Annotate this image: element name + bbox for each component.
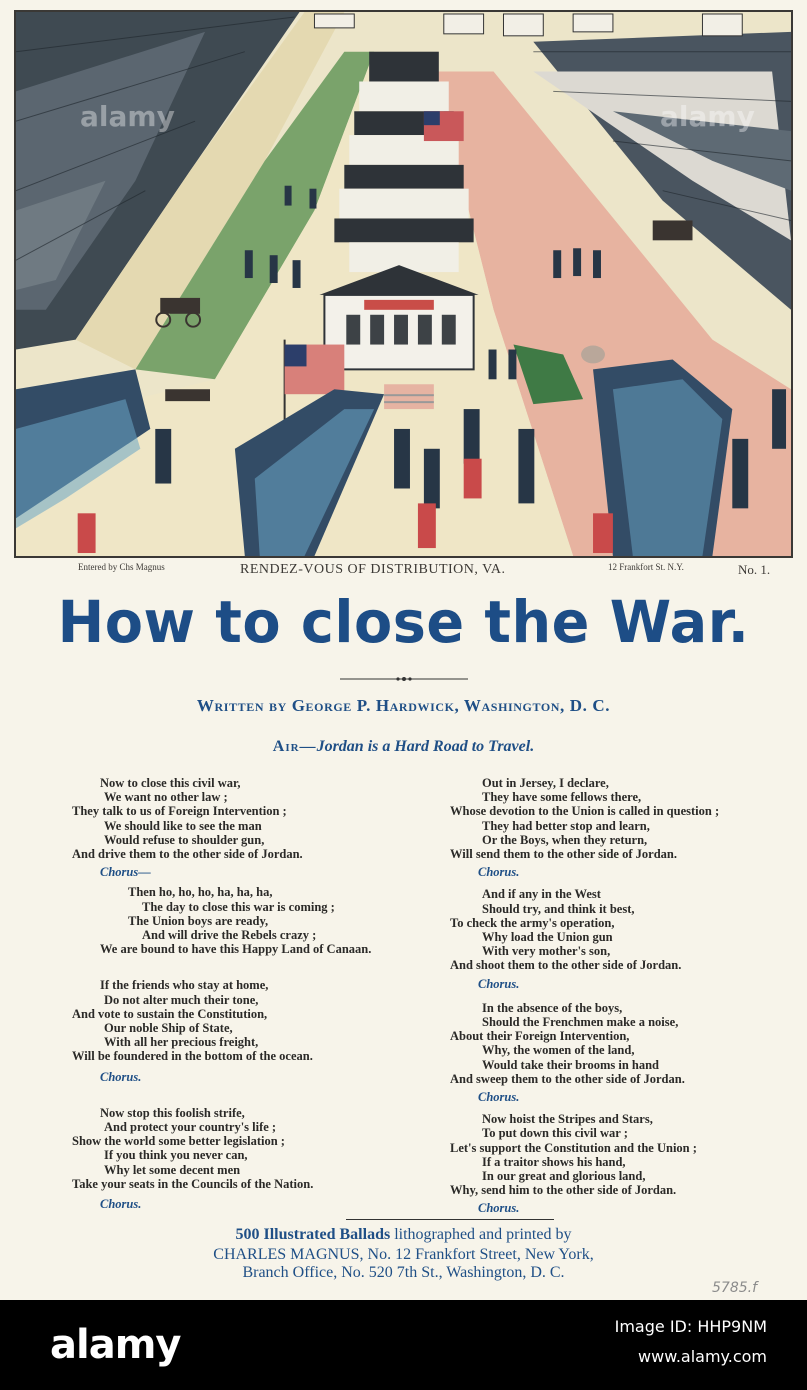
verse-line: And will drive the Rebels crazy ;	[142, 928, 317, 942]
illustration-caption-row	[70, 562, 800, 580]
verse-line: Now to close this civil war,	[100, 776, 241, 790]
verse-line: Show the world some better legislation ;	[72, 1134, 285, 1149]
watermark-text: alamy	[80, 100, 175, 133]
verse-line: Will be foundered in the bottom of the ocean.	[72, 1049, 313, 1064]
verse-line: And vote to sustain the Constitution,	[72, 1006, 268, 1021]
air-label: Air—	[272, 738, 317, 755]
verse-line: We want no other law ;	[104, 790, 228, 805]
verse-line: If the friends who stay at home,	[100, 978, 269, 993]
verse-line: The Union boys are ready,	[128, 913, 269, 928]
chorus-label: Chorus.	[478, 1201, 520, 1216]
ballad-title: How to close the War.	[57, 588, 750, 656]
chorus-label: Chorus—	[100, 865, 151, 880]
verse-line: And drive them to the other side of Jordan.	[72, 847, 303, 861]
chorus-label: Chorus.	[100, 1069, 142, 1084]
image-id: Image ID: HHP9NM	[614, 1317, 767, 1336]
author-line: Written by George P. Hardwick, Washington, D. C.	[196, 696, 611, 715]
verse-line: With all her precious freight,	[104, 1035, 259, 1050]
verse-line: We should like to see the man	[104, 818, 262, 833]
verse-line: The day to close this war is coming ;	[142, 899, 335, 914]
illustration-drawing	[16, 12, 791, 556]
watermark-overlay	[0, 100, 807, 140]
publisher-credit: Entered by Chs Magnus	[78, 562, 165, 572]
footer-ballads: 500 Illustrated Ballads	[235, 1226, 391, 1243]
footer-rule	[346, 1219, 554, 1220]
verse-line: To check the army's operation,	[450, 915, 615, 930]
verse-line: Let's support the Constitution and the Union ;	[450, 1140, 697, 1155]
pencil-catalog-note: 5785.f	[712, 1280, 758, 1296]
chorus-label: Chorus.	[100, 1197, 142, 1211]
footer-line-3: Branch Office, No. 520 7th St., Washington, D. C.	[242, 1264, 565, 1281]
publisher-address: 12 Frankfort St. N.Y.	[608, 562, 684, 572]
alamy-logo: alamy	[50, 1322, 181, 1368]
verse-line: Why, send him to the other side of Jordan.	[450, 1183, 677, 1198]
verse-line: And sweep them to the other side of Jordan.	[450, 1071, 685, 1086]
footer-printed-by: lithographed and printed by	[390, 1226, 572, 1243]
verse-line: Do not alter much their tone,	[104, 992, 259, 1007]
footer-line-1	[0, 1226, 807, 1244]
verse-line: Should try, and think it best,	[482, 901, 635, 916]
verse-line: Out in Jersey, I declare,	[482, 776, 609, 790]
verse-line: In our great and glorious land,	[482, 1169, 646, 1183]
verse-line: Whose devotion to the Union is called in question ;	[450, 804, 720, 819]
chorus-label: Chorus.	[478, 865, 520, 880]
illustration-caption: RENDEZ-VOUS OF DISTRIBUTION, VA.	[240, 562, 506, 577]
watermark-text: alamy	[660, 100, 755, 133]
footer-line-2: CHARLES MAGNUS, No. 12 Frankfort Street, New York,	[213, 1246, 594, 1263]
verse-line: Or the Boys, when they return,	[482, 832, 648, 847]
verse-line: Now hoist the Stripes and Stars,	[482, 1112, 653, 1127]
camp-illustration	[14, 10, 793, 558]
verse-line: And shoot them to the other side of Jordan.	[450, 958, 682, 973]
verse-line: Take your seats in the Councils of the Nation.	[72, 1176, 314, 1191]
sheet-number: No. 1.	[738, 562, 771, 577]
verse-line: To put down this civil war ;	[482, 1126, 628, 1141]
verse-line: Why let some decent men	[104, 1162, 241, 1177]
chorus-label: Chorus.	[478, 1090, 520, 1104]
verse-line: Why, the women of the land,	[482, 1043, 635, 1058]
verse-line: They talk to us of Foreign Intervention ;	[72, 804, 287, 819]
stock-brand-bar	[0, 1300, 807, 1390]
verse-line: If you think you never can,	[104, 1148, 248, 1163]
verse-line: About their Foreign Intervention,	[450, 1029, 630, 1044]
verse-line: Now stop this foolish strife,	[100, 1105, 245, 1120]
ornamental-rule	[340, 676, 468, 682]
verse-line: Then ho, ho, ho, ha, ha, ha,	[128, 885, 273, 900]
verse-line: They have some fellows there,	[482, 790, 642, 805]
verse-line: Why load the Union gun	[482, 930, 613, 944]
verse-line: We are bound to have this Happy Land of Canaan.	[100, 942, 372, 957]
verse-line: Would take their brooms in hand	[482, 1057, 660, 1072]
verse-line: Will send them to the other side of Jordan.	[450, 847, 677, 861]
chorus-label: Chorus.	[478, 976, 520, 991]
verse-column-right	[450, 776, 802, 1216]
verse-column-left	[72, 776, 432, 1216]
verse-line: They had better stop and learn,	[482, 818, 650, 833]
verse-line: Should the Frenchmen make a noise,	[482, 1015, 679, 1029]
image-id-block	[615, 1312, 767, 1372]
verse-line: With very mother's son,	[482, 944, 611, 959]
verse-line: And if any in the West	[482, 887, 601, 902]
verse-line: In the absence of the boys,	[482, 1000, 623, 1015]
verse-line: Our noble Ship of State,	[104, 1021, 233, 1035]
verse-line: And protect your country's life ;	[104, 1120, 277, 1134]
verse-line: If a traitor shows his hand,	[482, 1154, 626, 1169]
verse-line: Would refuse to shoulder gun,	[104, 832, 265, 847]
air-line	[0, 738, 807, 756]
site-url[interactable]: www.alamy.com	[638, 1347, 767, 1366]
air-tune: Jordan is a Hard Road to Travel.	[316, 738, 535, 755]
